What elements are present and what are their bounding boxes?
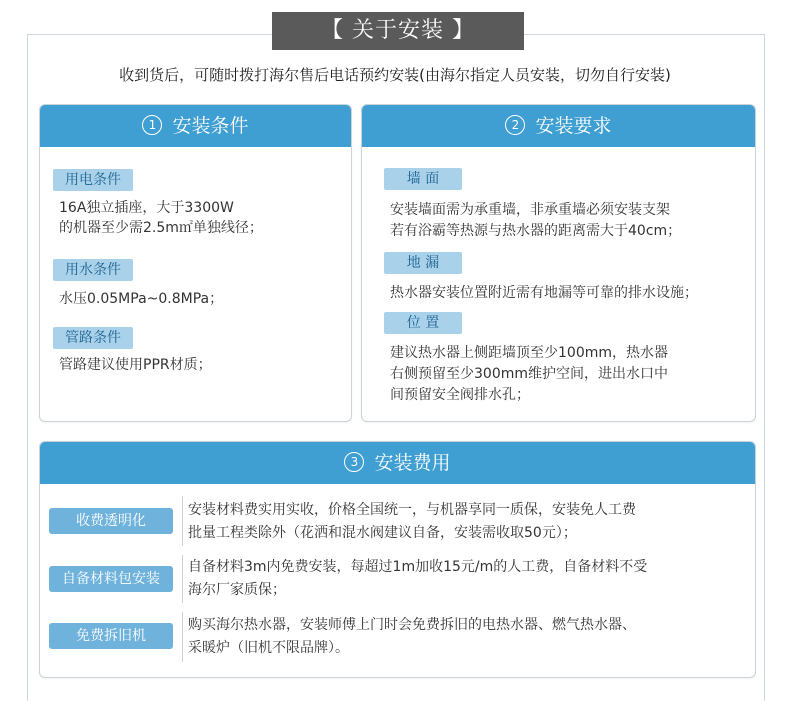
text-line: 批量工程类除外（花洒和混水阀建议自备，安装需收取50元）； xyxy=(188,525,577,541)
text-line: 16A独立插座，大于3300W xyxy=(59,200,234,216)
text-line: 海尔厂家质保； xyxy=(188,582,286,598)
divider xyxy=(182,612,183,662)
text-line: 采暖炉（旧机不限品牌）。 xyxy=(188,640,349,656)
text-line: 自备材料3m内免费安装，每超过1m加收15元/m的人工费，自备材料不受 xyxy=(188,559,648,575)
tag-water: 用水条件 xyxy=(53,259,133,281)
text-line: 安装材料费实用实收，价格全国统一，与机器享同一质保，安装免人工费 xyxy=(188,502,636,518)
tag-free-removal: 免费拆旧机 xyxy=(49,623,173,649)
card-header xyxy=(40,442,755,484)
card-title: 安装条件 xyxy=(172,115,249,137)
divider xyxy=(182,496,183,546)
text-line: 若有浴霸等热源与热水器的距离需大于40cm； xyxy=(390,223,682,239)
card-title: 安装费用 xyxy=(374,452,451,474)
tag-transparent-fees: 收费透明化 xyxy=(49,508,173,534)
tag-wall: 墙 面 xyxy=(384,168,462,190)
tag-position: 位 置 xyxy=(384,312,462,334)
text-line: 右侧预留至少300mm维护空间，进出水口中 xyxy=(390,366,668,382)
card-header xyxy=(362,105,755,147)
text-line: 热水器安装位置附近需有地漏等可靠的排水设施； xyxy=(390,285,698,301)
tag-electricity: 用电条件 xyxy=(53,169,133,191)
tag-drain: 地 漏 xyxy=(384,252,462,274)
card-header xyxy=(40,105,351,147)
page-title: 【 关于安装 】 xyxy=(272,12,524,50)
text-line: 安装墙面需为承重墙，非承重墙必须安装支架 xyxy=(390,202,670,218)
tag-pipe: 管路条件 xyxy=(53,327,133,349)
number-circle-icon: 3 xyxy=(344,452,364,472)
card-title: 安装要求 xyxy=(535,115,612,137)
intro-text: 收到货后，可随时拨打海尔售后电话预约安装(由海尔指定人员安装，切勿自行安装) xyxy=(119,66,671,84)
tag-own-materials: 自备材料包安装 xyxy=(49,566,173,592)
divider xyxy=(182,555,183,603)
text-line: 购买海尔热水器，安装师傅上门时会免费拆旧的电热水器、燃气热水器、 xyxy=(188,617,636,633)
text-line: 水压0.05MPa~0.8MPa； xyxy=(59,291,224,307)
text-line: 的机器至少需2.5m㎡单独线径； xyxy=(59,220,263,236)
text-line: 建议热水器上侧距墙顶至少100mm，热水器 xyxy=(390,345,668,361)
text-line: 间预留安全阀排水孔； xyxy=(390,387,530,403)
text-line: 管路建议使用PPR材质； xyxy=(59,357,212,373)
number-circle-icon: 2 xyxy=(505,115,525,135)
number-circle-icon: 1 xyxy=(142,115,162,135)
